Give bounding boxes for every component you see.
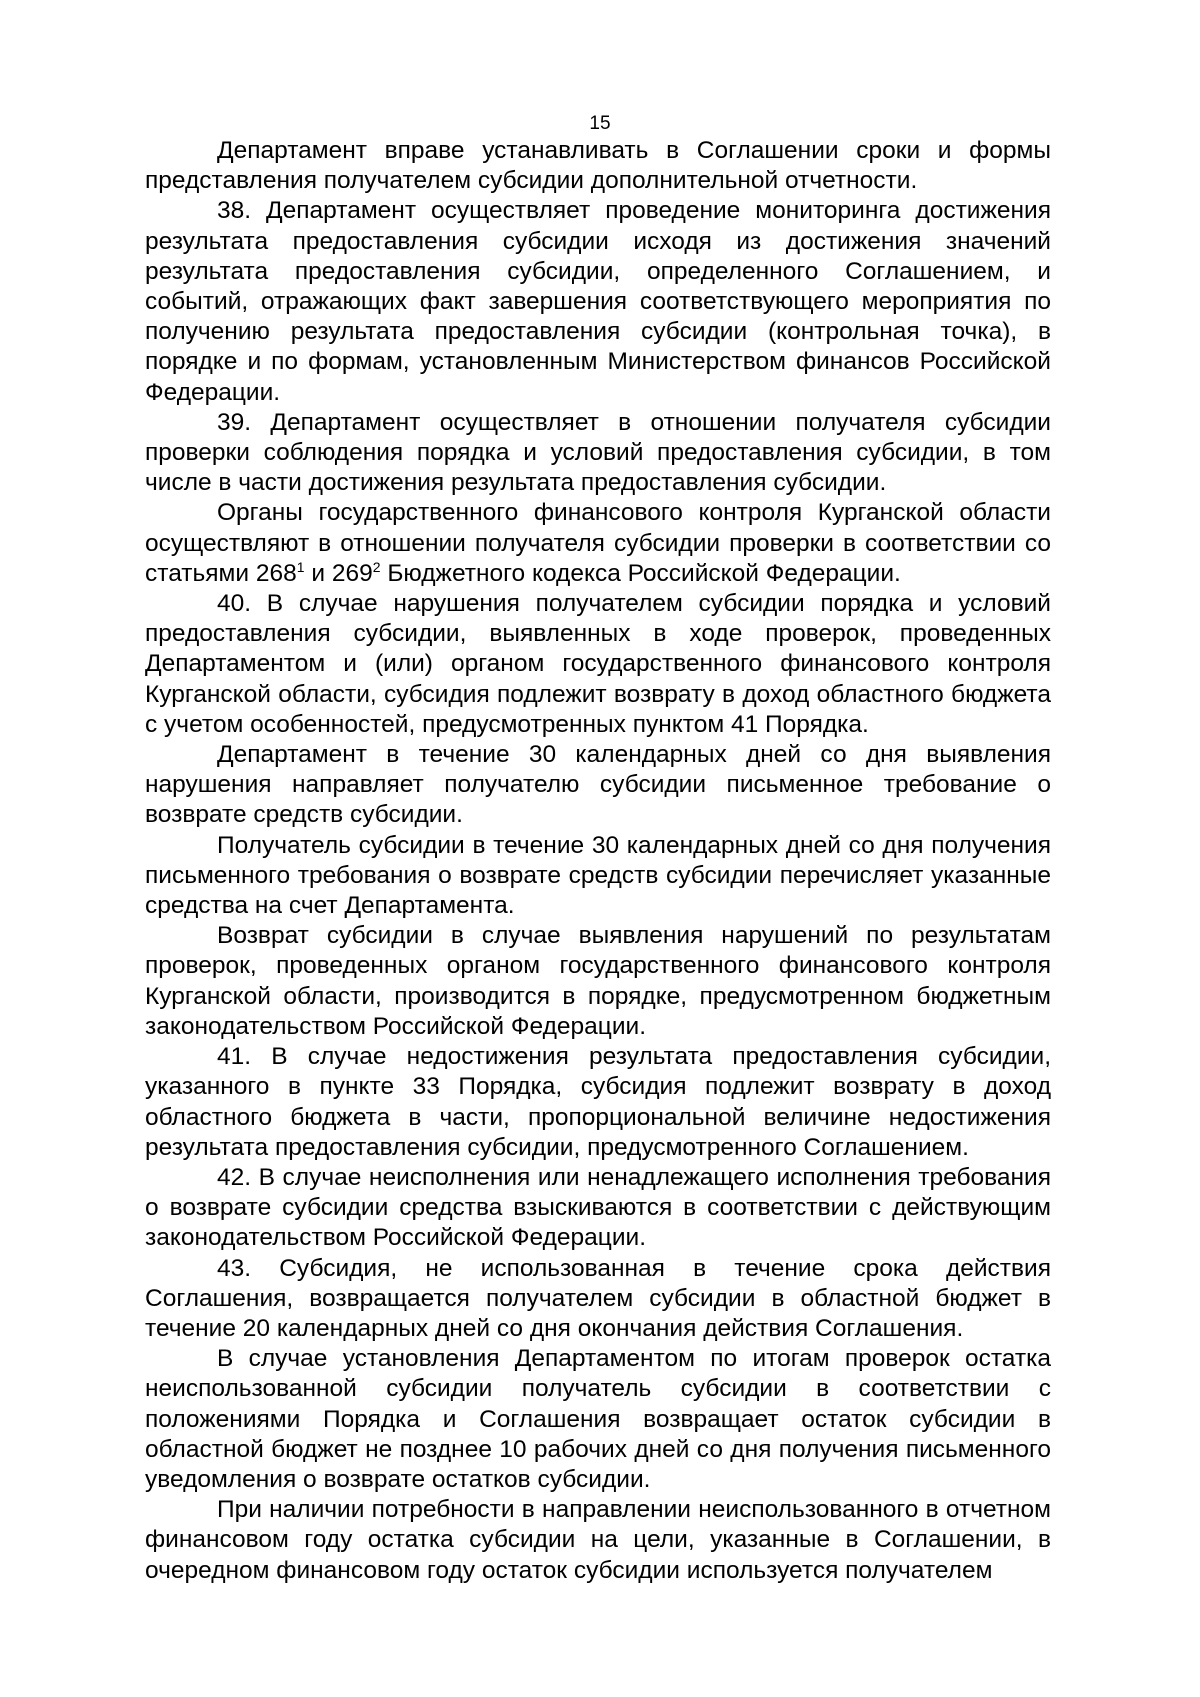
paragraph-text: Возврат субсидии в случае выявления нарушений по результатам проверок, проведенных органом государственного финансового контроля Курганской области, производится в порядке, предусмотренном бюджетным законодательством Российской Федерации.: [145, 922, 1051, 1040]
paragraph-control-bodies: [145, 498, 1051, 589]
paragraph-return-procedure: [145, 921, 1051, 1042]
clause-number: 40.: [217, 590, 252, 618]
paragraph-text: Департамент в течение 30 календарных дней со дня выявления нарушения направляет получателю субсидии письменное требование о возврате средств субсидии.: [145, 741, 1051, 829]
paragraph-text: В случае установления Департаментом по итогам проверок остатка неиспользованной субсидии получатель субсидии в соответствии с положениями Порядка и Соглашения возвращает остаток субсидии в областной бюджет не позднее 10 рабочих дней со дня получения письменного уведомления о возврате остатков субсидии.: [145, 1345, 1051, 1493]
clause-41: [145, 1042, 1051, 1163]
paragraph-balance-usage: [145, 1495, 1051, 1586]
paragraph-text: Получатель субсидии в течение 30 календарных дней со дня получения письменного требования о возврате средств субсидии перечисляет указанные средства на счет Департамента.: [145, 831, 1051, 920]
clause-text: Субсидия, не использованная в течение срока действия Соглашения, возвращается получателем субсидии в областной бюджет в течение 20 календарных дней со дня окончания действия Соглашения.: [145, 1254, 1051, 1342]
paragraph-recipient-transfer: [145, 831, 1051, 922]
page-number: 15: [589, 113, 611, 134]
clause-42: [145, 1163, 1051, 1254]
footnote-superscript: 2: [372, 558, 381, 575]
clause-38: [145, 196, 1051, 407]
paragraph-text-before: Органы государственного финансового контроля Курганской области осуществляют в отношении получателя субсидии проверки в соответствии со статьями 268: [145, 499, 1051, 587]
paragraph-reporting-terms: [145, 136, 1051, 196]
clause-text: В случае недостижения результата предоставления субсидии, указанного в пункте 33 Порядка, субсидия подлежит возврату в доход областного бюджета в части, пропорциональной величине недостижения результата предоставления субсидии, предусмотренного Соглашением.: [145, 1043, 1051, 1161]
clause-number: 43.: [217, 1254, 252, 1282]
paragraph-return-request: [145, 740, 1051, 831]
clause-text: В случае неисполнения или ненадлежащего исполнения требования о возврате субсидии средства взыскиваются в соответствии с действующим законодательством Российской Федерации.: [145, 1163, 1051, 1252]
clause-43: [145, 1254, 1051, 1345]
paragraph-text: При наличии потребности в направлении неиспользованного в отчетном финансовом году остатка субсидии на цели, указанные в Соглашении, в очередном финансовом году остаток субсидии используется получателем: [145, 1496, 1051, 1584]
clause-39: [145, 408, 1051, 499]
clause-text: Департамент осуществляет проведение мониторинга достижения результата предоставления субсидии исходя из достижения значений результата предоставления субсидии, определенного Соглашением, и событий, отражающих факт завершения соответствующего мероприятия по получению результата предоставления субсидии (контрольная точка), в порядке и по формам, установленным Министерством финансов Российской Федерации.: [145, 197, 1051, 406]
clause-text: В случае нарушения получателем субсидии порядка и условий предоставления субсидии, выявленных в ходе проверок, проведенных Департаментом и (или) органом государственного финансового контроля Курганской области, субсидия подлежит возврату в доход областного бюджета с учетом особенностей, предусмотренных пунктом 41 Порядка.: [145, 590, 1051, 738]
footnote-superscript: 1: [296, 558, 305, 575]
paragraph-unused-balance: [145, 1344, 1051, 1495]
clause-number: 42.: [217, 1163, 252, 1191]
clause-number: 39.: [217, 408, 252, 436]
clause-number: 41.: [217, 1043, 252, 1071]
document-body: [145, 136, 1051, 1586]
paragraph-text-middle: и 269: [304, 559, 373, 587]
clause-text: Департамент осуществляет в отношении получателя субсидии проверки соблюдения порядка и условий предоставления субсидии, в том числе в части достижения результата предоставления субсидии.: [145, 408, 1051, 497]
clause-number: 38.: [217, 197, 252, 225]
paragraph-text-after: Бюджетного кодекса Российской Федерации.: [380, 559, 901, 587]
clause-40: [145, 589, 1051, 740]
paragraph-text: Департамент вправе устанавливать в Соглашении сроки и формы представления получателем субсидии дополнительной отчетности.: [145, 137, 1051, 195]
